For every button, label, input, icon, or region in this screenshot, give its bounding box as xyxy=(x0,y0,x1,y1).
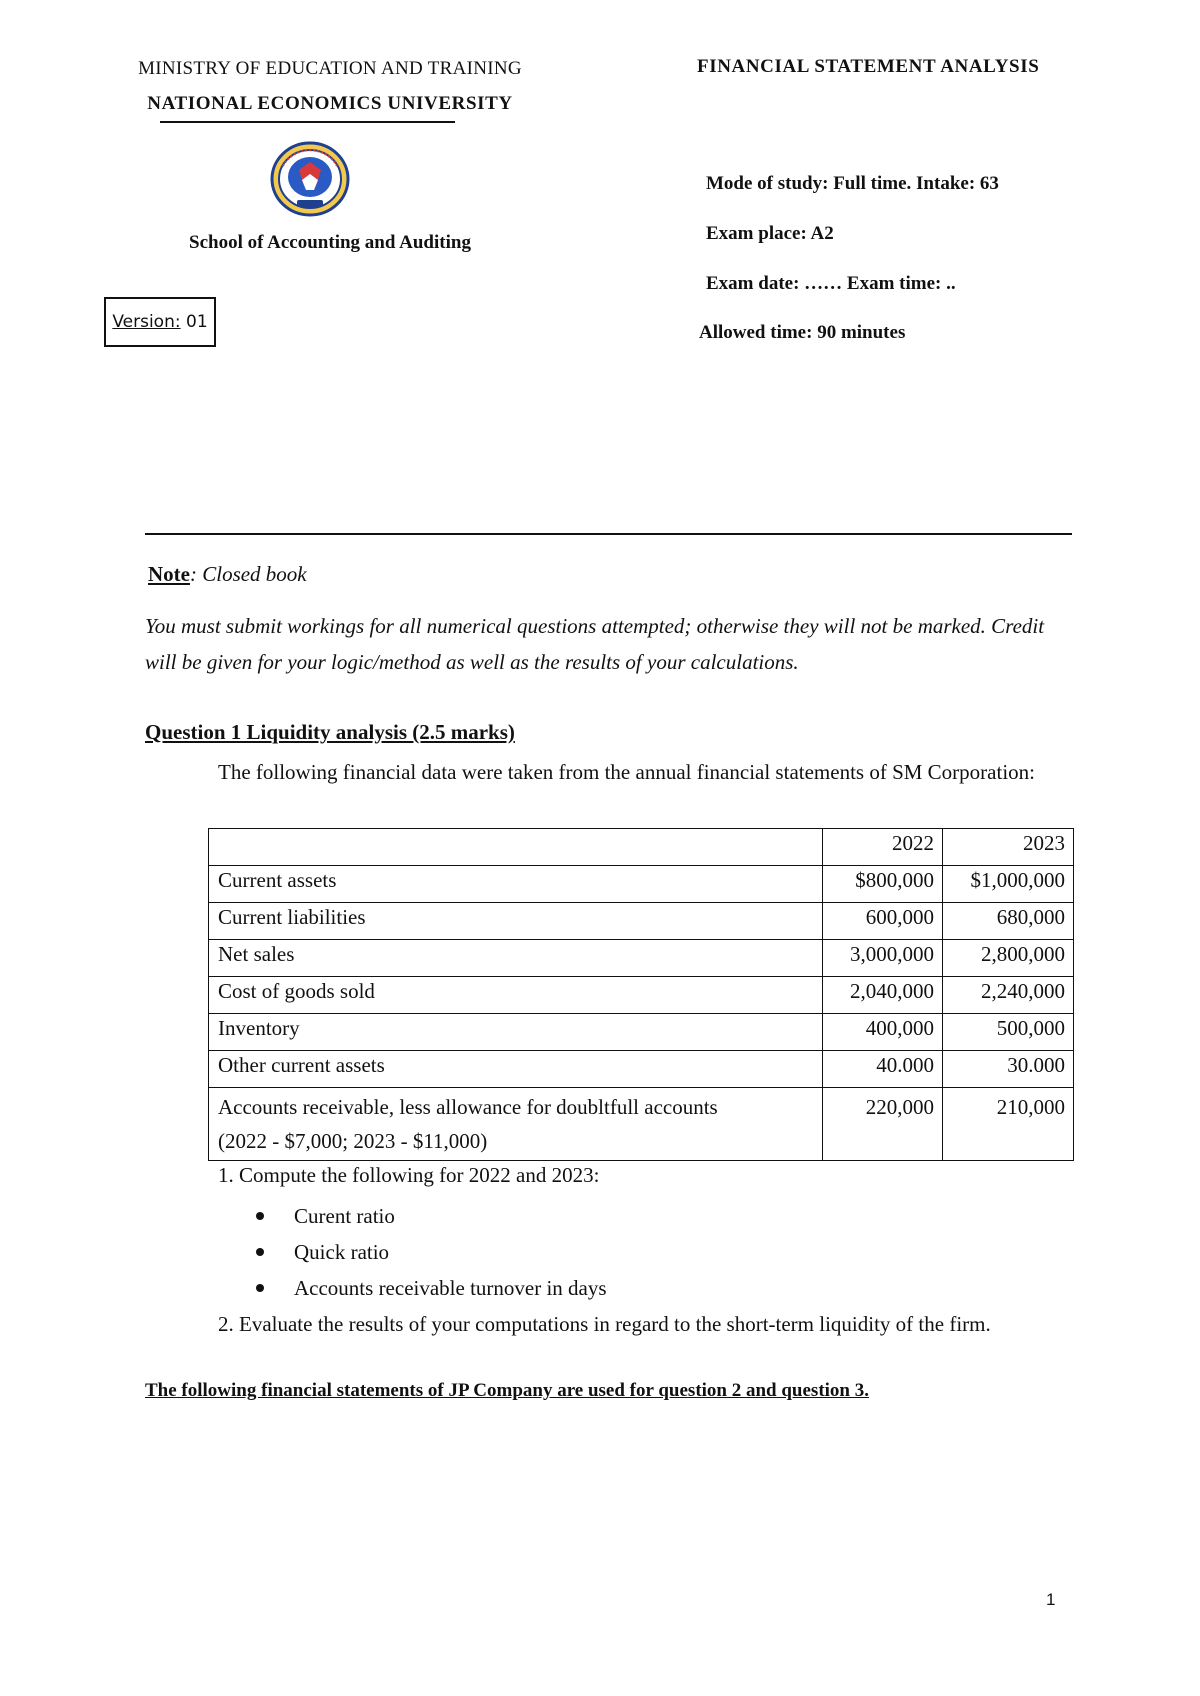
value-2023: 2,240,000 xyxy=(943,977,1074,1014)
bullet-icon xyxy=(256,1284,264,1292)
table-row xyxy=(209,1088,1074,1161)
question-1-intro: The following financial data were taken from the annual financial statements of SM Corporation: xyxy=(218,760,1035,784)
ratio-list xyxy=(250,1198,607,1306)
value-2022: 220,000 xyxy=(823,1088,943,1161)
row-label-line: Accounts receivable, less allowance for doubltfull accounts xyxy=(218,1095,718,1119)
row-label: Current assets xyxy=(209,866,823,903)
value-2022: 40.000 xyxy=(823,1051,943,1088)
table-row xyxy=(209,903,1074,940)
row-label: Other current assets xyxy=(209,1051,823,1088)
subject-title: FINANCIAL STATEMENT ANALYSIS xyxy=(697,56,1040,77)
allowed-time: Allowed time: 90 minutes xyxy=(699,322,906,343)
row-label-line: (2022 - $7,000; 2023 - $11,000) xyxy=(218,1129,488,1153)
section-divider xyxy=(145,533,1072,535)
instructions: You must submit workings for all numerical questions attempted; otherwise they will not be marked. Credit will be given for your logic/method as well as the results of your calculations. xyxy=(145,614,1045,674)
list-item-label: Quick ratio xyxy=(294,1239,390,1264)
table-header-cell xyxy=(209,829,823,866)
university-name: NATIONAL ECONOMICS UNIVERSITY xyxy=(147,93,513,114)
value-2023: $1,000,000 xyxy=(943,866,1074,903)
exam-date-time: Exam date: …… Exam time: .. xyxy=(706,273,956,294)
footer-note: The following financial statements of JP Company are used for question 2 and question 3. xyxy=(145,1380,870,1401)
note xyxy=(148,562,307,587)
financial-data-table xyxy=(208,828,1074,1161)
value-2022: 2,040,000 xyxy=(823,977,943,1014)
table-row xyxy=(209,977,1074,1014)
bullet-icon xyxy=(256,1212,264,1220)
university-seal-icon xyxy=(269,140,351,218)
header-divider xyxy=(160,121,455,123)
list-item-label: Accounts receivable turnover in days xyxy=(294,1275,607,1300)
value-2023: 500,000 xyxy=(943,1014,1074,1051)
row-label: Inventory xyxy=(209,1014,823,1051)
list-item xyxy=(250,1270,607,1306)
mode-of-study: Mode of study: Full time. Intake: 63 xyxy=(706,173,999,194)
value-2023: 680,000 xyxy=(943,903,1074,940)
question-1-title: Question 1 Liquidity analysis (2.5 marks) xyxy=(145,720,515,744)
page-number: 1 xyxy=(1046,1590,1056,1609)
row-label: Cost of goods sold xyxy=(209,977,823,1014)
row-label xyxy=(209,1088,823,1161)
value-2022: 3,000,000 xyxy=(823,940,943,977)
ministry-name: MINISTRY OF EDUCATION AND TRAINING xyxy=(138,58,522,79)
row-label: Current liabilities xyxy=(209,903,823,940)
note-label: Note xyxy=(148,562,190,586)
task-2: 2. Evaluate the results of your computations in regard to the short-term liquidity of the firm. xyxy=(218,1312,991,1336)
list-item xyxy=(250,1234,607,1270)
row-label: Net sales xyxy=(209,940,823,977)
task-1: 1. Compute the following for 2022 and 2023: xyxy=(218,1163,600,1187)
table-header-row xyxy=(209,829,1074,866)
table-row xyxy=(209,940,1074,977)
value-2023: 210,000 xyxy=(943,1088,1074,1161)
table-header-cell: 2023 xyxy=(943,829,1074,866)
version-value: 01 xyxy=(186,312,208,332)
table-row xyxy=(209,866,1074,903)
bullet-icon xyxy=(256,1248,264,1256)
note-text: : Closed book xyxy=(189,562,307,586)
version-box xyxy=(104,297,216,347)
version-label: Version: xyxy=(112,312,181,332)
table-header-cell: 2022 xyxy=(823,829,943,866)
value-2023: 30.000 xyxy=(943,1051,1074,1088)
value-2022: $800,000 xyxy=(823,866,943,903)
value-2022: 600,000 xyxy=(823,903,943,940)
value-2023: 2,800,000 xyxy=(943,940,1074,977)
table-row xyxy=(209,1014,1074,1051)
exam-place: Exam place: A2 xyxy=(706,223,834,244)
value-2022: 400,000 xyxy=(823,1014,943,1051)
school-name: School of Accounting and Auditing xyxy=(189,232,471,253)
table-row xyxy=(209,1051,1074,1088)
list-item xyxy=(250,1198,607,1234)
list-item-label: Curent ratio xyxy=(294,1203,395,1228)
